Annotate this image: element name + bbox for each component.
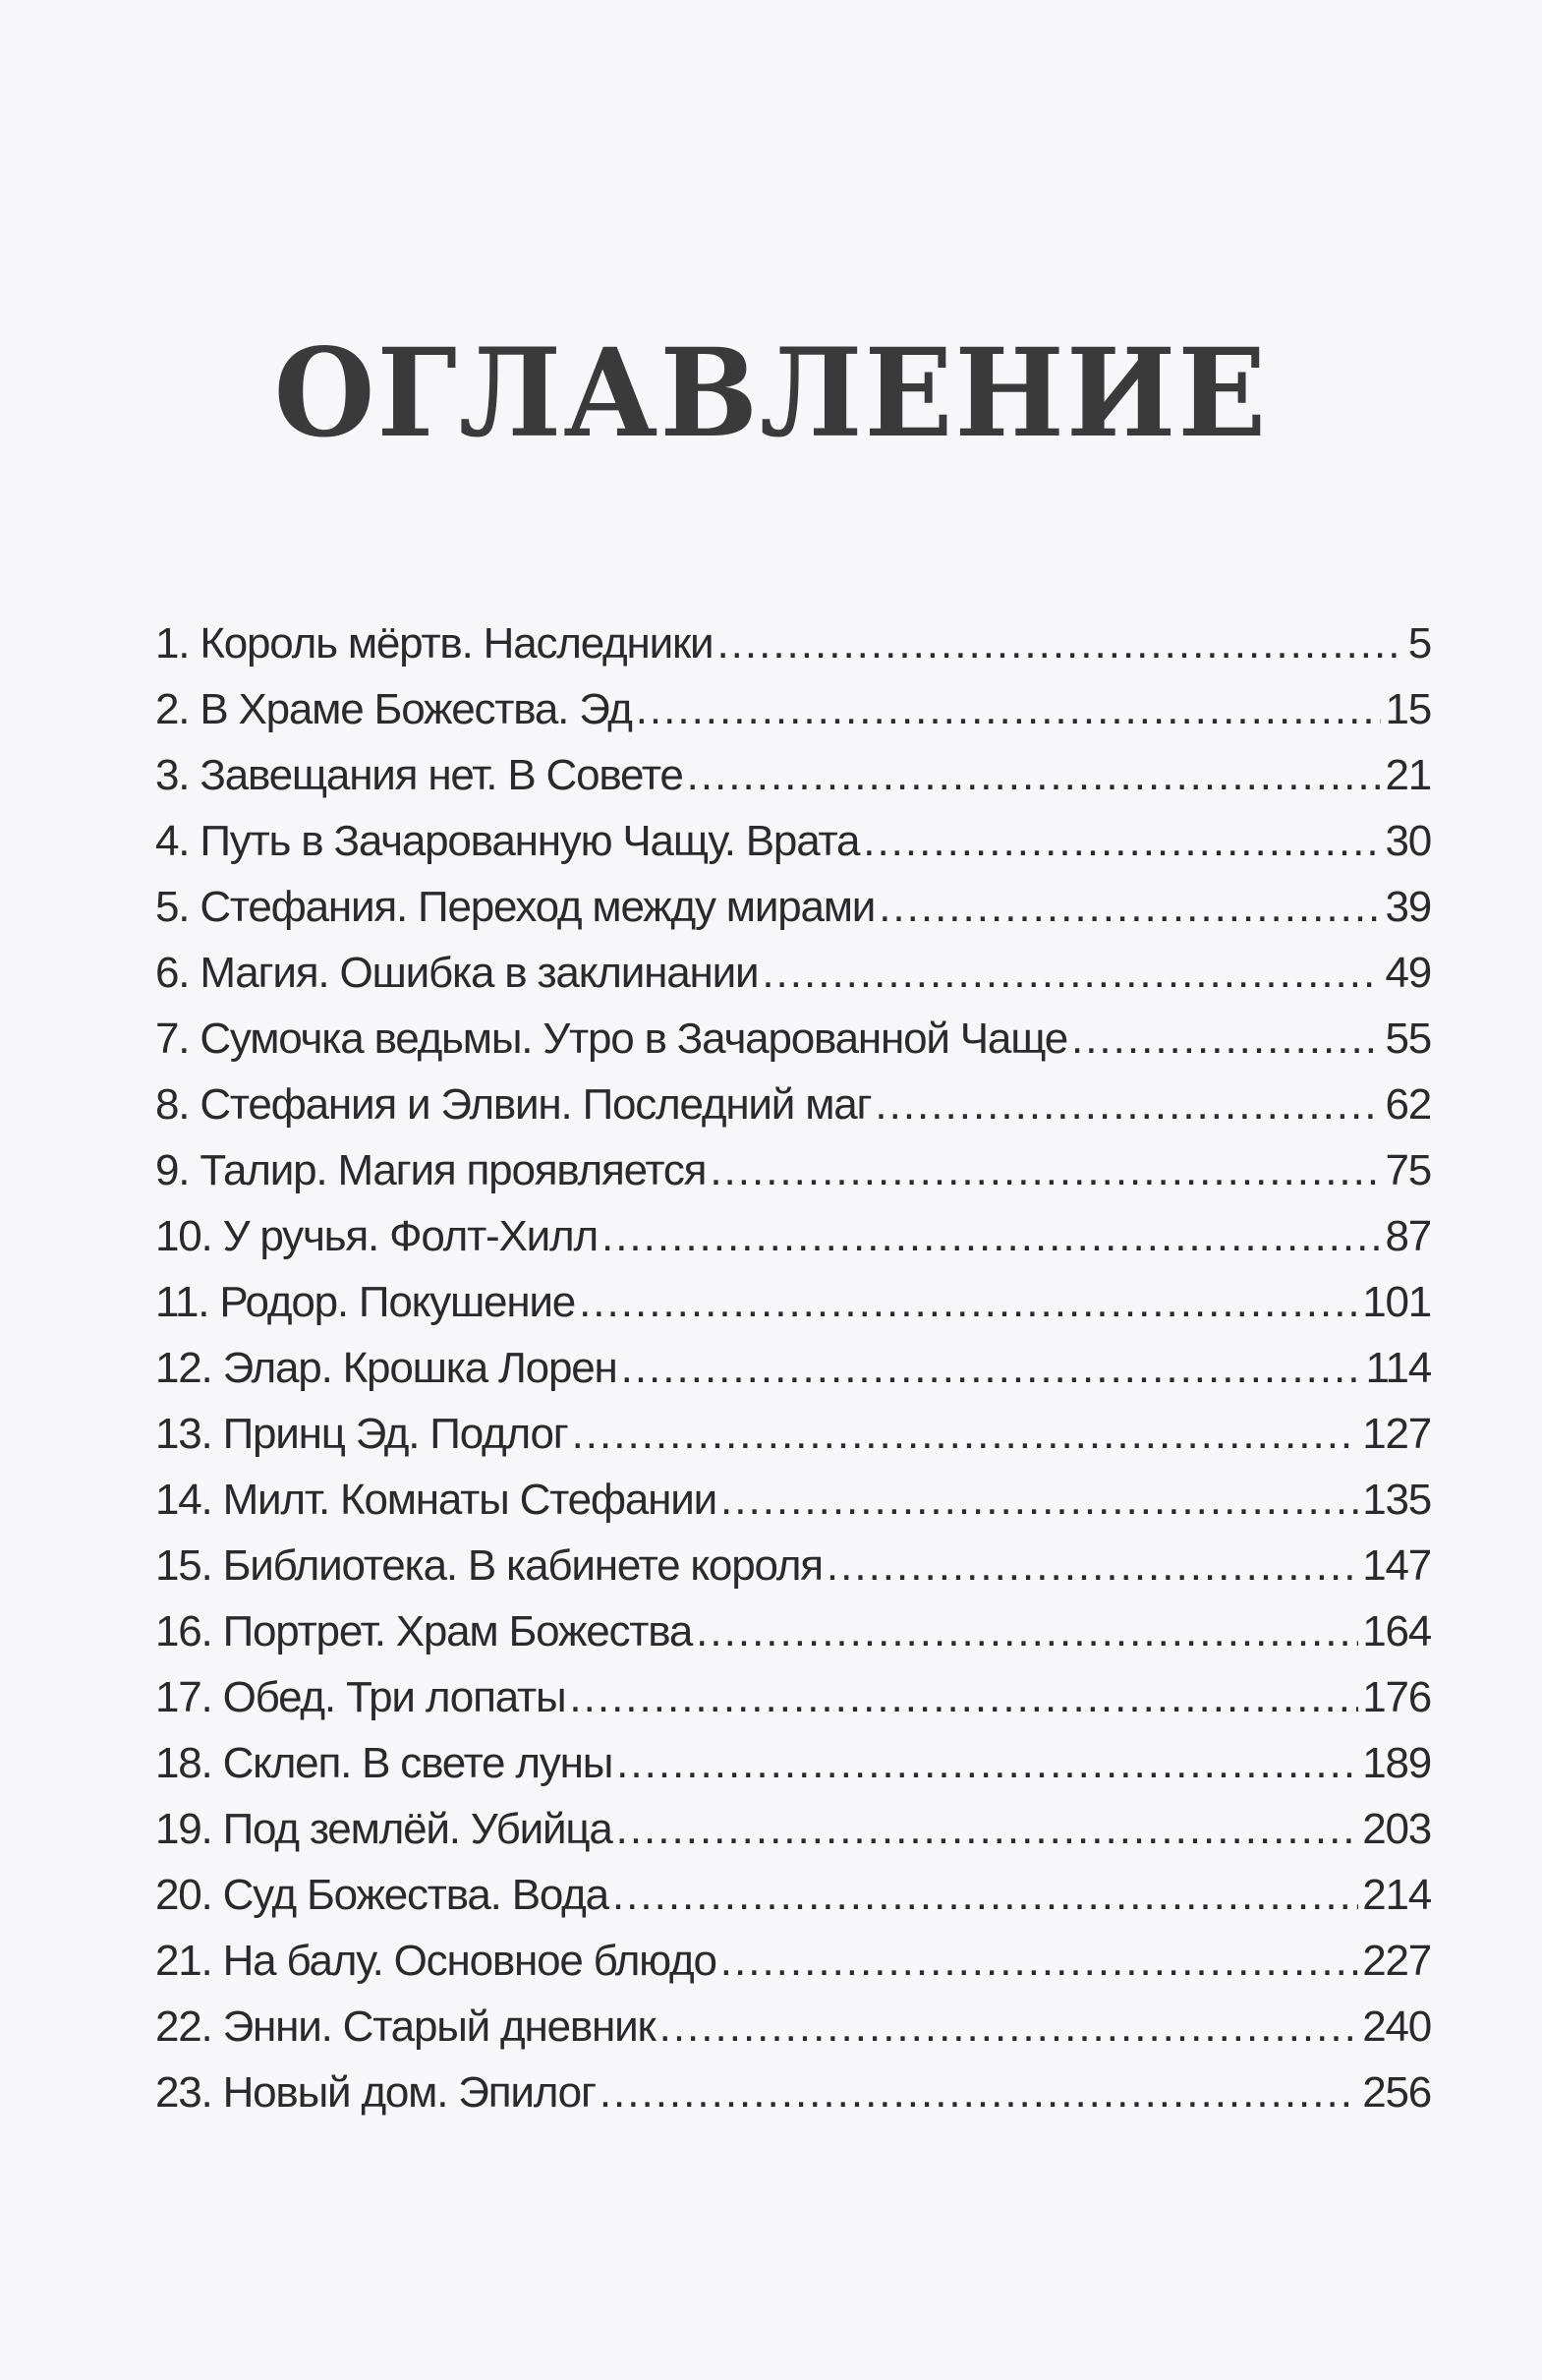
chapter-title: 3. Завещания нет. В Совете — [155, 751, 683, 799]
chapter-title: 22. Энни. Старый дневник — [155, 2003, 656, 2051]
toc-entry — [155, 2003, 1431, 2068]
toc-entry — [155, 1278, 1431, 1344]
page-number: 214 — [1362, 1871, 1431, 1919]
chapter-title: 14. Милт. Комнаты Стефании — [155, 1476, 717, 1524]
page-number: 164 — [1362, 1607, 1431, 1655]
dot-leader — [879, 883, 1381, 932]
chapter-title: 12. Элар. Крошка Лорен — [155, 1344, 617, 1392]
chapter-title: 17. Обед. Три лопаты — [155, 1673, 566, 1721]
chapter-title: 18. Склеп. В свете луны — [155, 1739, 613, 1787]
dot-leader — [616, 1805, 1359, 1854]
toc-entry — [155, 1344, 1431, 1410]
chapter-title: 11. Родор. Покушение — [155, 1278, 576, 1326]
dot-leader — [601, 1212, 1381, 1261]
dot-leader — [612, 1871, 1358, 1920]
page-number: 135 — [1362, 1476, 1431, 1524]
toc-entry — [155, 1541, 1431, 1607]
dot-leader — [696, 1607, 1358, 1656]
toc-entry — [155, 2068, 1431, 2134]
page-number: 30 — [1385, 817, 1431, 865]
page-number: 203 — [1362, 1805, 1431, 1853]
page-title: ОГЛАВЛЕНИЕ — [273, 320, 1269, 465]
dot-leader — [687, 751, 1382, 800]
page-number: 62 — [1385, 1080, 1431, 1129]
dot-leader — [600, 2068, 1358, 2118]
toc-entry — [155, 1410, 1431, 1476]
page-number: 114 — [1365, 1344, 1431, 1392]
toc-entry — [155, 1146, 1431, 1212]
chapter-title: 6. Магия. Ошибка в заклинании — [155, 949, 759, 997]
toc-entry — [155, 1607, 1431, 1673]
chapter-title: 1. Король мёртв. Наследники — [155, 619, 714, 668]
chapter-title: 7. Сумочка ведьмы. Утро в Зачарованной Чаще — [155, 1015, 1067, 1063]
table-of-contents — [155, 619, 1431, 2134]
toc-entry — [155, 1212, 1431, 1278]
page-number: 101 — [1362, 1278, 1431, 1326]
page-number: 240 — [1362, 2003, 1431, 2051]
toc-entry — [155, 817, 1431, 883]
toc-entry — [155, 1739, 1431, 1805]
chapter-title: 16. Портрет. Храм Божества — [155, 1607, 693, 1655]
toc-entry — [155, 619, 1431, 685]
page-number: 39 — [1385, 883, 1431, 931]
page-number: 127 — [1362, 1410, 1431, 1458]
toc-entry — [155, 1476, 1431, 1541]
page-number: 49 — [1385, 949, 1431, 997]
dot-leader — [716, 619, 1403, 668]
dot-leader — [720, 1937, 1358, 1986]
dot-leader — [762, 949, 1381, 998]
page-number: 15 — [1385, 685, 1431, 733]
page-number: 189 — [1362, 1739, 1431, 1787]
toc-entry — [155, 1015, 1431, 1080]
chapter-title: 4. Путь в Зачарованную Чащу. Врата — [155, 817, 860, 865]
page-number: 5 — [1407, 619, 1431, 668]
toc-entry — [155, 883, 1431, 949]
dot-leader — [720, 1476, 1358, 1525]
toc-entry — [155, 1937, 1431, 2003]
page-number: 21 — [1385, 751, 1431, 799]
dot-leader — [659, 2003, 1359, 2052]
page-number: 256 — [1362, 2068, 1431, 2117]
page-number: 55 — [1385, 1015, 1431, 1063]
page-number: 227 — [1362, 1937, 1431, 1985]
chapter-title: 15. Библиотека. В кабинете короля — [155, 1541, 823, 1590]
chapter-title: 5. Стефания. Переход между мирами — [155, 883, 876, 931]
chapter-title: 19. Под землёй. Убийца — [155, 1805, 612, 1853]
dot-leader — [636, 685, 1382, 734]
toc-entry — [155, 1805, 1431, 1871]
dot-leader — [616, 1739, 1358, 1788]
toc-entry — [155, 685, 1431, 751]
page-number: 176 — [1362, 1673, 1431, 1721]
dot-leader — [579, 1278, 1358, 1327]
toc-entry — [155, 949, 1431, 1015]
chapter-title: 23. Новый дом. Эпилог — [155, 2068, 596, 2117]
toc-entry — [155, 1080, 1431, 1146]
chapter-title: 13. Принц Эд. Подлог — [155, 1410, 568, 1458]
dot-leader — [1071, 1015, 1381, 1064]
chapter-title: 10. У ручья. Фолт-Хилл — [155, 1212, 598, 1260]
chapter-title: 8. Стефания и Элвин. Последний маг — [155, 1080, 872, 1129]
page-number: 147 — [1362, 1541, 1431, 1590]
dot-leader — [875, 1080, 1381, 1130]
chapter-title: 2. В Храме Божества. Эд — [155, 685, 632, 733]
toc-entry — [155, 1871, 1431, 1937]
toc-entry — [155, 1673, 1431, 1739]
page-number: 87 — [1385, 1212, 1431, 1260]
chapter-title: 9. Талир. Магия проявляется — [155, 1146, 707, 1194]
dot-leader — [621, 1344, 1362, 1393]
toc-entry — [155, 751, 1431, 817]
page-number: 75 — [1385, 1146, 1431, 1194]
dot-leader — [827, 1541, 1358, 1591]
dot-leader — [572, 1410, 1359, 1459]
chapter-title: 20. Суд Божества. Вода — [155, 1871, 608, 1919]
dot-leader — [863, 817, 1381, 866]
dot-leader — [710, 1146, 1381, 1195]
chapter-title: 21. На балу. Основное блюдо — [155, 1937, 716, 1985]
dot-leader — [569, 1673, 1358, 1722]
